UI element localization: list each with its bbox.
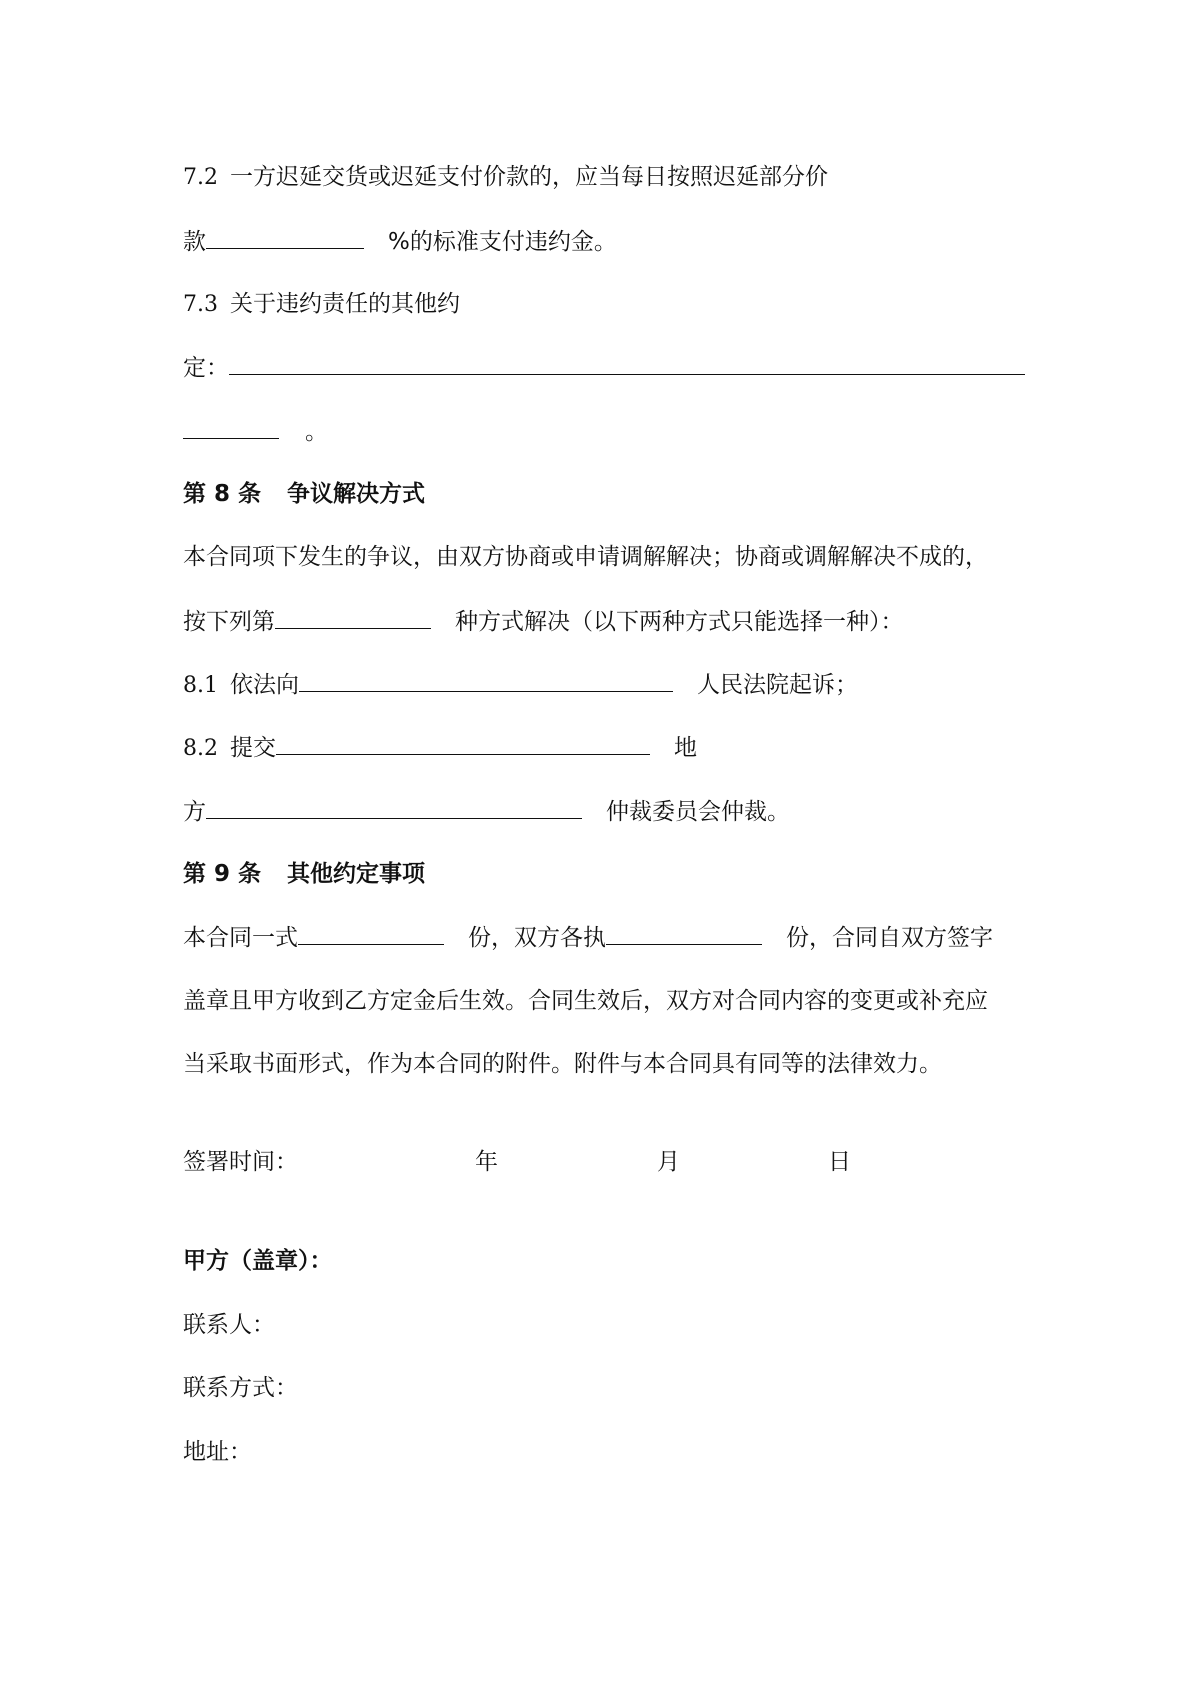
article-9-para3: [183, 1049, 942, 1079]
clause-number: 7.3: [183, 292, 218, 317]
clause-number: 7.2: [183, 165, 218, 190]
signing-month-label: 月: [657, 1149, 680, 1175]
contact-person-label: 联系人：: [183, 1312, 275, 1338]
address-label: 地址：: [183, 1439, 252, 1465]
article-8-heading: [183, 479, 425, 509]
clause-text: 仲裁委员会仲裁。: [606, 799, 790, 825]
party-a-contact-person: [183, 1310, 275, 1340]
clause-text: 本合同一式: [183, 925, 298, 951]
signing-day-label: 日: [828, 1149, 851, 1175]
clause-text: 方: [183, 799, 206, 825]
contact-method-label: 联系方式：: [183, 1375, 298, 1401]
clause-text: 按下列第: [183, 609, 275, 635]
signing-date-line: [183, 1147, 851, 1177]
party-a-contact-method: [183, 1373, 298, 1403]
clause-7-3-line1: [183, 289, 460, 319]
copies-each-blank[interactable]: [606, 922, 762, 945]
resolution-method-blank[interactable]: [275, 606, 431, 629]
article-9-para1: [183, 922, 993, 952]
party-a-title: [183, 1246, 333, 1276]
clause-number: 8.2: [183, 736, 218, 761]
article-title: 其他约定事项: [287, 861, 426, 887]
clause-text: 份，合同自双方签字: [786, 925, 993, 951]
clause-number: 8.1: [183, 673, 218, 698]
article-9-heading: [183, 859, 425, 889]
other-liability-blank-cont[interactable]: [183, 416, 279, 439]
court-name-blank[interactable]: [299, 669, 673, 692]
clause-text: 提交: [230, 735, 276, 761]
clause-7-2-line1: [183, 162, 828, 192]
clause-text: 一方迟延交货或迟延支付价款的，应当每日按照迟延部分价: [230, 164, 828, 190]
clause-text: 种方式解决（以下两种方式只能选择一种）：: [455, 609, 904, 635]
other-liability-blank[interactable]: [229, 352, 1025, 375]
clause-text: 份，双方各执: [468, 925, 606, 951]
penalty-rate-blank[interactable]: [206, 226, 364, 249]
copies-total-blank[interactable]: [298, 922, 444, 945]
party-a-address: [183, 1437, 252, 1467]
signing-date-label: 签署时间：: [183, 1149, 298, 1175]
article-title: 争议解决方式: [287, 481, 426, 507]
article-8-para1: [183, 542, 988, 572]
article-9-para2: [183, 986, 988, 1016]
clause-text: 关于违约责任的其他约: [230, 291, 460, 317]
clause-7-3-line3: [183, 416, 328, 446]
article-number: 第 8 条: [183, 481, 262, 507]
clause-text: 依法向: [230, 672, 299, 698]
article-8-para2: [183, 606, 904, 636]
clause-text: 本合同项下发生的争议，由双方协商或申请调解解决；协商或调解解决不成的，: [183, 544, 988, 570]
article-number: 第 9 条: [183, 861, 262, 887]
clause-text: 当采取书面形式，作为本合同的附件。附件与本合同具有同等的法律效力。: [183, 1051, 942, 1077]
arbitration-place-blank[interactable]: [276, 732, 650, 755]
clause-8-2-line1: [183, 732, 697, 762]
clause-7-3-line2: [183, 352, 1025, 382]
clause-8-1: [183, 669, 858, 699]
clause-text: 盖章且甲方收到乙方定金后生效。合同生效后，双方对合同内容的变更或补充应: [183, 988, 988, 1014]
clause-text: 人民法院起诉；: [697, 672, 858, 698]
clause-text: %的标准支付违约金。: [388, 229, 617, 255]
clause-text: 地: [674, 735, 697, 761]
clause-text: 。: [305, 419, 328, 445]
party-a-title-text: 甲方（盖章）：: [183, 1248, 333, 1274]
clause-text: 款: [183, 229, 206, 255]
clause-8-2-line2: [183, 796, 790, 826]
arbitration-committee-blank[interactable]: [206, 796, 582, 819]
clause-text: 定：: [183, 355, 229, 381]
clause-7-2-line2: [183, 226, 617, 256]
signing-year-label: 年: [475, 1149, 498, 1175]
